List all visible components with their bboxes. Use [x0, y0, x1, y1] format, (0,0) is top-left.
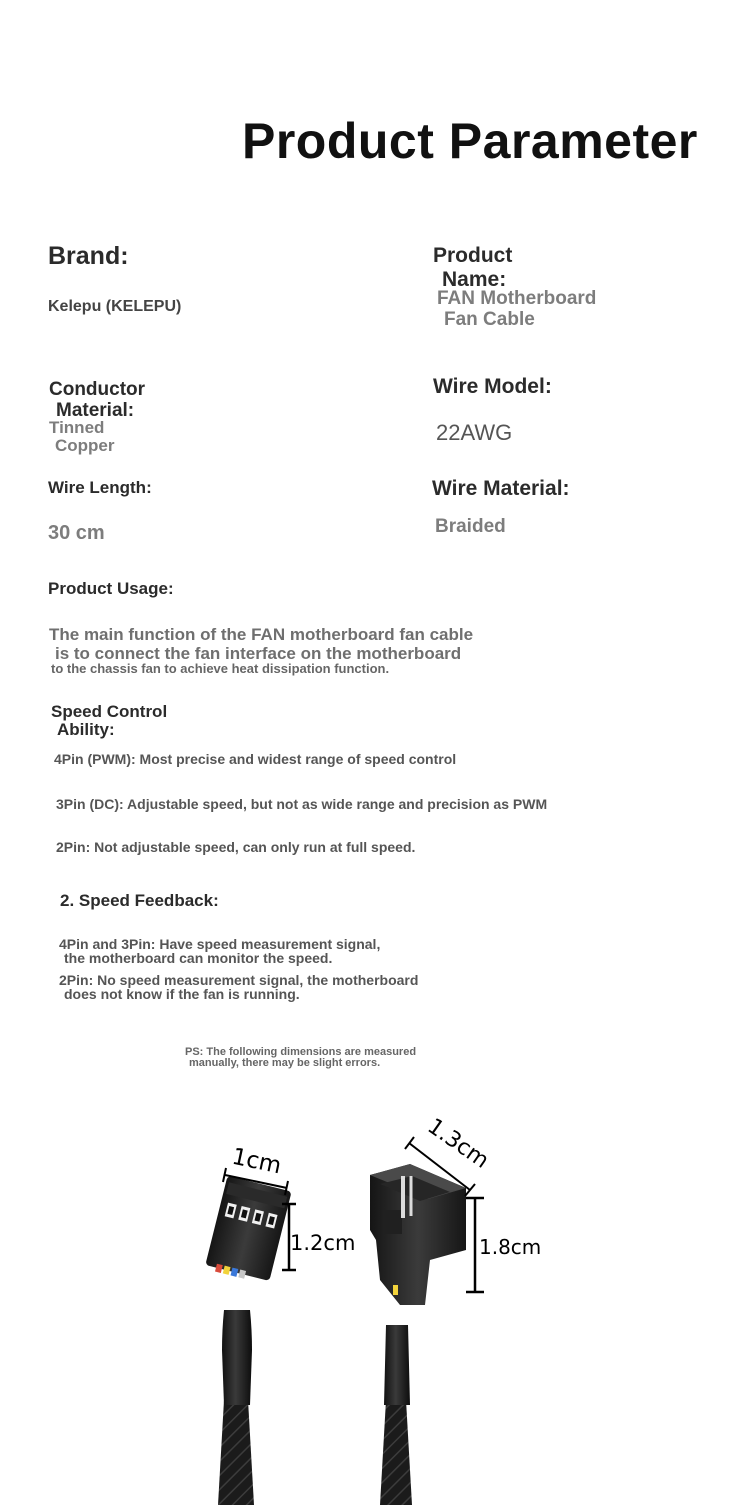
usage-line-1: The main function of the FAN motherboard fan cable	[49, 625, 474, 644]
note-line-2: manually, there may be slight errors.	[189, 1057, 381, 1069]
feedback-item-2-line-1: 2Pin: No speed measurement signal, the motherboard	[59, 972, 419, 988]
feedback-item-1-line-2: the motherboard can monitor the speed.	[64, 950, 333, 966]
wire-length-label: Wire Length:	[48, 478, 152, 497]
four-pin-height-dimension	[282, 1204, 355, 1270]
product-usage-label: Product Usage:	[48, 579, 174, 598]
brand-value: Kelepu (KELEPU)	[48, 298, 182, 315]
speed-feedback-label: 2. Speed Feedback:	[60, 891, 219, 910]
speed-control-label-2: Ability:	[57, 720, 115, 739]
wire-model-label: Wire Model:	[433, 375, 552, 398]
wire-material-value: Braided	[435, 516, 506, 537]
speed-control-item: 3Pin (DC): Adjustable speed, but not as wide range and precision as PWM	[56, 796, 548, 812]
four-pin-connector	[204, 1176, 291, 1505]
conductor-label-2: Material:	[56, 400, 135, 421]
three-pin-height-dimension	[466, 1198, 541, 1292]
conductor-value-1: Tinned	[49, 418, 105, 437]
usage-line-3: to the chassis fan to achieve heat dissipation function.	[51, 661, 390, 676]
wire-material-label: Wire Material:	[432, 477, 570, 500]
product-name-value-2: Fan Cable	[444, 309, 535, 330]
feedback-item-2-line-2: does not know if the fan is running.	[64, 986, 300, 1002]
wire-model-value: 22AWG	[436, 420, 513, 445]
four-pin-width-label: 1cm	[229, 1143, 284, 1180]
three-pin-height-label: 1.8cm	[479, 1235, 542, 1259]
conductor-label-1: Conductor	[49, 379, 146, 400]
speed-control-item: 4Pin (PWM): Most precise and widest range of speed control	[54, 751, 457, 767]
speed-control-label-1: Speed Control	[51, 702, 168, 721]
feedback-item-1-line-1: 4Pin and 3Pin: Have speed measurement signal,	[59, 936, 381, 952]
product-name-label-1: Product	[433, 244, 513, 267]
speed-control-item: 2Pin: Not adjustable speed, can only run at full speed.	[56, 839, 416, 855]
wire-length-value: 30 cm	[48, 522, 105, 544]
page-title: Product Parameter	[242, 113, 698, 169]
three-pin-width-label: 1.3cm	[422, 1113, 494, 1174]
brand-label: Brand:	[48, 242, 129, 270]
note-line-1: PS: The following dimensions are measured	[185, 1046, 417, 1058]
usage-line-2: is to connect the fan interface on the motherboard	[55, 644, 462, 663]
three-pin-connector	[370, 1164, 466, 1505]
product-name-label-2: Name:	[442, 268, 507, 291]
cable-product-image	[0, 1100, 750, 1505]
conductor-value-2: Copper	[55, 436, 115, 455]
four-pin-height-label: 1.2cm	[290, 1231, 356, 1255]
product-name-value-1: FAN Motherboard	[437, 288, 597, 309]
